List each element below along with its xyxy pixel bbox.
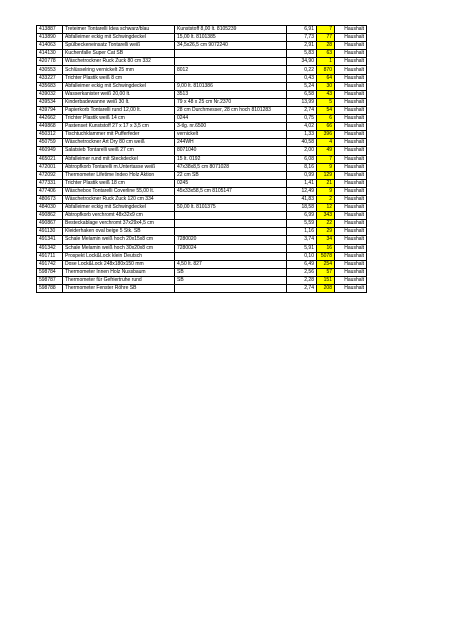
price-cell: 2,56 bbox=[287, 268, 317, 276]
category-cell: Haushalt bbox=[335, 90, 367, 98]
price-cell: 2,74 bbox=[287, 106, 317, 114]
specification-cell: 8012 bbox=[175, 66, 287, 74]
item-number-cell: 598788 bbox=[37, 285, 63, 293]
item-number-cell: 598784 bbox=[37, 268, 63, 276]
specification-cell: 7280020 bbox=[175, 236, 287, 244]
category-cell: Haushalt bbox=[335, 228, 367, 236]
table-row bbox=[37, 42, 367, 50]
item-number-cell: 484030 bbox=[37, 204, 63, 212]
quantity-cell: 28 bbox=[317, 42, 335, 50]
price-cell: 0,75 bbox=[287, 115, 317, 123]
specification-cell: 4,50 lt. 827 bbox=[175, 260, 287, 268]
description-cell: Pastenset Kunststoff 27 x 17 x 3,5 cm bbox=[63, 123, 175, 131]
price-cell: 5,24 bbox=[287, 82, 317, 90]
quantity-cell: 5078 bbox=[317, 252, 335, 260]
item-number-cell: 449868 bbox=[37, 123, 63, 131]
quantity-cell: 22 bbox=[317, 220, 335, 228]
quantity-cell: 63 bbox=[317, 50, 335, 58]
specification-cell: 3513 bbox=[175, 90, 287, 98]
category-cell: Haushalt bbox=[335, 276, 367, 284]
price-cell: 4,02 bbox=[287, 123, 317, 131]
specification-cell: 79 x 48 x 25 cm Nr.2370 bbox=[175, 98, 287, 106]
item-number-cell: 442662 bbox=[37, 115, 63, 123]
description-cell: Wäschetrockner Ruck Zuck 80 cm 332 bbox=[63, 58, 175, 66]
description-cell: Spülbeckeneinsatz Tontarelli weiß bbox=[63, 42, 175, 50]
item-number-cell: 491742 bbox=[37, 260, 63, 268]
quantity-cell: 66 bbox=[317, 123, 335, 131]
specification-cell bbox=[175, 285, 287, 293]
price-cell: 5,83 bbox=[287, 50, 317, 58]
table-row bbox=[37, 228, 367, 236]
price-cell: 5,91 bbox=[287, 244, 317, 252]
price-cell: 34,90 bbox=[287, 58, 317, 66]
table-row bbox=[37, 26, 367, 34]
description-cell: Abfalleimer eckig mit Schwingdeckel bbox=[63, 82, 175, 90]
category-cell: Haushalt bbox=[335, 26, 367, 34]
item-number-cell: 450312 bbox=[37, 131, 63, 139]
specification-cell: Kunststoff 8,00 lt. 8105239 bbox=[175, 26, 287, 34]
specification-cell: SB bbox=[175, 276, 287, 284]
specification-cell bbox=[175, 228, 287, 236]
item-number-cell: 472092 bbox=[37, 171, 63, 179]
price-cell: 41,83 bbox=[287, 195, 317, 203]
quantity-cell: 7 bbox=[317, 155, 335, 163]
category-cell: Haushalt bbox=[335, 58, 367, 66]
description-cell: Salatsieb Tontarelli weiß 27 cm bbox=[63, 147, 175, 155]
quantity-cell: 208 bbox=[317, 285, 335, 293]
table-row bbox=[37, 66, 367, 74]
specification-cell bbox=[175, 195, 287, 203]
specification-cell: 15 lt. 0192 bbox=[175, 155, 287, 163]
table-row bbox=[37, 163, 367, 171]
specification-cell: 244WH bbox=[175, 139, 287, 147]
quantity-cell: 9 bbox=[317, 163, 335, 171]
description-cell: Besteckablage verchromt 37x29x4,5 cm bbox=[63, 220, 175, 228]
description-cell: Trichter Plastik weiß 14 cm bbox=[63, 115, 175, 123]
quantity-cell: 6 bbox=[317, 115, 335, 123]
category-cell: Haushalt bbox=[335, 268, 367, 276]
table-row bbox=[37, 98, 367, 106]
category-cell: Haushalt bbox=[335, 285, 367, 293]
description-cell: Abfalleimer eckig mit Schwingdeckel bbox=[63, 204, 175, 212]
category-cell: Haushalt bbox=[335, 66, 367, 74]
item-number-cell: 433227 bbox=[37, 74, 63, 82]
category-cell: Haushalt bbox=[335, 98, 367, 106]
category-cell: Haushalt bbox=[335, 115, 367, 123]
specification-cell: 9,00 lt. 8101386 bbox=[175, 82, 287, 90]
table-row bbox=[37, 139, 367, 147]
price-cell: 0,10 bbox=[287, 252, 317, 260]
category-cell: Haushalt bbox=[335, 171, 367, 179]
price-cell: 6,58 bbox=[287, 90, 317, 98]
price-cell: 0,99 bbox=[287, 171, 317, 179]
description-cell: Thermometer Innen Holz Nussbaum bbox=[63, 268, 175, 276]
category-cell: Haushalt bbox=[335, 147, 367, 155]
description-cell: Abfalleimer rund mit Steckdeckel bbox=[63, 155, 175, 163]
category-cell: Haushalt bbox=[335, 260, 367, 268]
item-number-cell: 477331 bbox=[37, 179, 63, 187]
specification-cell: 0245 bbox=[175, 179, 287, 187]
specification-cell: 0244 bbox=[175, 115, 287, 123]
quantity-cell: 4 bbox=[317, 139, 335, 147]
table-row bbox=[37, 244, 367, 252]
price-cell: 18,58 bbox=[287, 204, 317, 212]
item-number-cell: 491341 bbox=[37, 236, 63, 244]
specification-cell bbox=[175, 58, 287, 66]
table-row bbox=[37, 179, 367, 187]
quantity-cell: 54 bbox=[317, 106, 335, 114]
quantity-cell: 5 bbox=[317, 98, 335, 106]
category-cell: Haushalt bbox=[335, 123, 367, 131]
specification-cell: 8071040 bbox=[175, 147, 287, 155]
table-row bbox=[37, 276, 367, 284]
specification-cell: 28 cm Durchmesser, 28 cm hoch 8101283 bbox=[175, 106, 287, 114]
specification-cell: 22 cm SB bbox=[175, 171, 287, 179]
specification-cell bbox=[175, 220, 287, 228]
price-cell: 3,74 bbox=[287, 236, 317, 244]
description-cell: Kleiderhaken oval beige 5 Stk. SB bbox=[63, 228, 175, 236]
description-cell: Thermometer Fenster Röhre SB bbox=[63, 285, 175, 293]
item-number-cell: 480673 bbox=[37, 195, 63, 203]
category-cell: Haushalt bbox=[335, 252, 367, 260]
category-cell: Haushalt bbox=[335, 34, 367, 42]
quantity-cell: 254 bbox=[317, 260, 335, 268]
description-cell: Thermometer für Gefriertruhe rund bbox=[63, 276, 175, 284]
item-number-cell: 439794 bbox=[37, 106, 63, 114]
item-number-cell: 420778 bbox=[37, 58, 63, 66]
quantity-cell: 30 bbox=[317, 82, 335, 90]
table-row bbox=[37, 82, 367, 90]
table-row bbox=[37, 204, 367, 212]
description-cell: Dose Lock&Lock 248x180x150 mm bbox=[63, 260, 175, 268]
quantity-cell: 12 bbox=[317, 204, 335, 212]
item-number-cell: 460949 bbox=[37, 147, 63, 155]
description-cell: Papierkorb Tontarelli rund 12,00 lt. bbox=[63, 106, 175, 114]
quantity-cell: 64 bbox=[317, 74, 335, 82]
description-cell: Thermometer Lifetime Indeo Holz Aktion bbox=[63, 171, 175, 179]
description-cell: Schlüsselring vernickelt 25 mm bbox=[63, 66, 175, 74]
description-cell: Abfalleimer eckig mit Schwingdeckel bbox=[63, 34, 175, 42]
item-number-cell: 439032 bbox=[37, 90, 63, 98]
category-cell: Haushalt bbox=[335, 163, 367, 171]
table-row bbox=[37, 74, 367, 82]
item-number-cell: 472001 bbox=[37, 163, 63, 171]
description-cell: Tischtuchklammer mit Pufferfeder bbox=[63, 131, 175, 139]
price-cell: 6,91 bbox=[287, 26, 317, 34]
price-cell: 13,99 bbox=[287, 98, 317, 106]
description-cell: Wasserkanister weiß 20,00 lt. bbox=[63, 90, 175, 98]
category-cell: Haushalt bbox=[335, 82, 367, 90]
specification-cell: 34,5x26,5 cm 9072240 bbox=[175, 42, 287, 50]
category-cell: Haushalt bbox=[335, 204, 367, 212]
description-cell: Wäschetrockner Ruck Zuck 120 cm 334 bbox=[63, 195, 175, 203]
description-cell: Abtropfkorb Tontarelli m.Untertasse weiß bbox=[63, 163, 175, 171]
category-cell: Haushalt bbox=[335, 155, 367, 163]
quantity-cell: 2 bbox=[317, 195, 335, 203]
item-number-cell: 491342 bbox=[37, 244, 63, 252]
specification-cell bbox=[175, 252, 287, 260]
quantity-cell: 34 bbox=[317, 236, 335, 244]
table-row bbox=[37, 252, 367, 260]
table-row bbox=[37, 187, 367, 195]
category-cell: Haushalt bbox=[335, 131, 367, 139]
description-cell: Trichter Plastik weiß 18 cm bbox=[63, 179, 175, 187]
price-cell: 12,49 bbox=[287, 187, 317, 195]
description-cell: Treteimer Tontarelli Idea schwarz/blau bbox=[63, 26, 175, 34]
item-number-cell: 414063 bbox=[37, 42, 63, 50]
description-cell: Schale Melamin weiß hoch 20x15x8 cm bbox=[63, 236, 175, 244]
item-number-cell: 490867 bbox=[37, 220, 63, 228]
specification-cell bbox=[175, 74, 287, 82]
table-row bbox=[37, 260, 367, 268]
item-number-cell: 465021 bbox=[37, 155, 63, 163]
table-row bbox=[37, 285, 367, 293]
item-number-cell: 450759 bbox=[37, 139, 63, 147]
description-cell: Abtropfkorb verchromt 48x32x9 cm bbox=[63, 212, 175, 220]
item-number-cell: 491711 bbox=[37, 252, 63, 260]
specification-cell: SB bbox=[175, 268, 287, 276]
item-number-cell: 413887 bbox=[37, 26, 63, 34]
item-number-cell: 490862 bbox=[37, 212, 63, 220]
item-number-cell: 598787 bbox=[37, 276, 63, 284]
table-row bbox=[37, 115, 367, 123]
category-cell: Haushalt bbox=[335, 244, 367, 252]
product-table-body bbox=[37, 26, 367, 293]
table-row bbox=[37, 106, 367, 114]
category-cell: Haushalt bbox=[335, 212, 367, 220]
quantity-cell: 16 bbox=[317, 244, 335, 252]
category-cell: Haushalt bbox=[335, 236, 367, 244]
table-row bbox=[37, 123, 367, 131]
price-cell: 5,59 bbox=[287, 220, 317, 228]
price-cell: 6,49 bbox=[287, 260, 317, 268]
category-cell: Haushalt bbox=[335, 42, 367, 50]
description-cell: Kuchenfalle Super Cat SB bbox=[63, 50, 175, 58]
quantity-cell: 29 bbox=[317, 228, 335, 236]
quantity-cell: 43 bbox=[317, 90, 335, 98]
quantity-cell: 77 bbox=[317, 34, 335, 42]
table-row bbox=[37, 50, 367, 58]
table-row bbox=[37, 155, 367, 163]
specification-cell: 45x33x58,5 cm 8105147 bbox=[175, 187, 287, 195]
specification-cell: 3-tlg. nr.6500 bbox=[175, 123, 287, 131]
quantity-cell: 151 bbox=[317, 276, 335, 284]
table-row bbox=[37, 131, 367, 139]
table-row bbox=[37, 236, 367, 244]
quantity-cell: 343 bbox=[317, 212, 335, 220]
specification-cell: 15,00 lt. 8101385 bbox=[175, 34, 287, 42]
category-cell: Haushalt bbox=[335, 74, 367, 82]
table-row bbox=[37, 268, 367, 276]
category-cell: Haushalt bbox=[335, 220, 367, 228]
item-number-cell: 477406 bbox=[37, 187, 63, 195]
product-table bbox=[36, 25, 367, 293]
quantity-cell: 57 bbox=[317, 268, 335, 276]
description-cell: Kinderbadewanne weiß 30 lt. bbox=[63, 98, 175, 106]
item-number-cell: 435683 bbox=[37, 82, 63, 90]
table-row bbox=[37, 220, 367, 228]
table-row bbox=[37, 90, 367, 98]
price-cell: 6,08 bbox=[287, 155, 317, 163]
table-row bbox=[37, 195, 367, 203]
item-number-cell: 414130 bbox=[37, 50, 63, 58]
item-number-cell: 491130 bbox=[37, 228, 63, 236]
category-cell: Haushalt bbox=[335, 139, 367, 147]
category-cell: Haushalt bbox=[335, 106, 367, 114]
price-cell: 6,99 bbox=[287, 212, 317, 220]
table-row bbox=[37, 212, 367, 220]
item-number-cell: 430553 bbox=[37, 66, 63, 74]
specification-cell: 7280024 bbox=[175, 244, 287, 252]
price-cell: 0,22 bbox=[287, 66, 317, 74]
specification-cell bbox=[175, 212, 287, 220]
price-cell: 8,16 bbox=[287, 163, 317, 171]
quantity-cell: 870 bbox=[317, 66, 335, 74]
quantity-cell: 1 bbox=[317, 58, 335, 66]
category-cell: Haushalt bbox=[335, 50, 367, 58]
quantity-cell: 9 bbox=[317, 187, 335, 195]
price-cell: 0,43 bbox=[287, 74, 317, 82]
quantity-cell: 49 bbox=[317, 147, 335, 155]
price-cell: 2,28 bbox=[287, 276, 317, 284]
item-number-cell: 413890 bbox=[37, 34, 63, 42]
quantity-cell: 129 bbox=[317, 171, 335, 179]
price-cell: 1,33 bbox=[287, 131, 317, 139]
specification-cell: 47x38x8,5 cm 8071028 bbox=[175, 163, 287, 171]
table-row bbox=[37, 171, 367, 179]
price-cell: 7,73 bbox=[287, 34, 317, 42]
table-row bbox=[37, 147, 367, 155]
specification-cell: 50,00 lt. 8101375 bbox=[175, 204, 287, 212]
description-cell: Prospekt Lock&Lock klein Deutsch bbox=[63, 252, 175, 260]
price-cell: 2,74 bbox=[287, 285, 317, 293]
quantity-cell: 7 bbox=[317, 26, 335, 34]
description-cell: Wäschebox Tontarelli Coverline 55,00 lt. bbox=[63, 187, 175, 195]
price-cell: 1,41 bbox=[287, 179, 317, 187]
category-cell: Haushalt bbox=[335, 187, 367, 195]
description-cell: Schale Melamin weiß hoch 30x20x8 cm bbox=[63, 244, 175, 252]
price-cell: 2,00 bbox=[287, 147, 317, 155]
quantity-cell: 396 bbox=[317, 131, 335, 139]
specification-cell: vernickelt bbox=[175, 131, 287, 139]
item-number-cell: 439534 bbox=[37, 98, 63, 106]
price-cell: 2,91 bbox=[287, 42, 317, 50]
price-cell: 40,58 bbox=[287, 139, 317, 147]
quantity-cell: 21 bbox=[317, 179, 335, 187]
price-cell: 1,16 bbox=[287, 228, 317, 236]
category-cell: Haushalt bbox=[335, 179, 367, 187]
table-row bbox=[37, 58, 367, 66]
description-cell: Wäschetrockner Art Dry 80 cm weiß bbox=[63, 139, 175, 147]
category-cell: Haushalt bbox=[335, 195, 367, 203]
specification-cell bbox=[175, 50, 287, 58]
description-cell: Trichter Plastik weiß 8 cm bbox=[63, 74, 175, 82]
table-row bbox=[37, 34, 367, 42]
